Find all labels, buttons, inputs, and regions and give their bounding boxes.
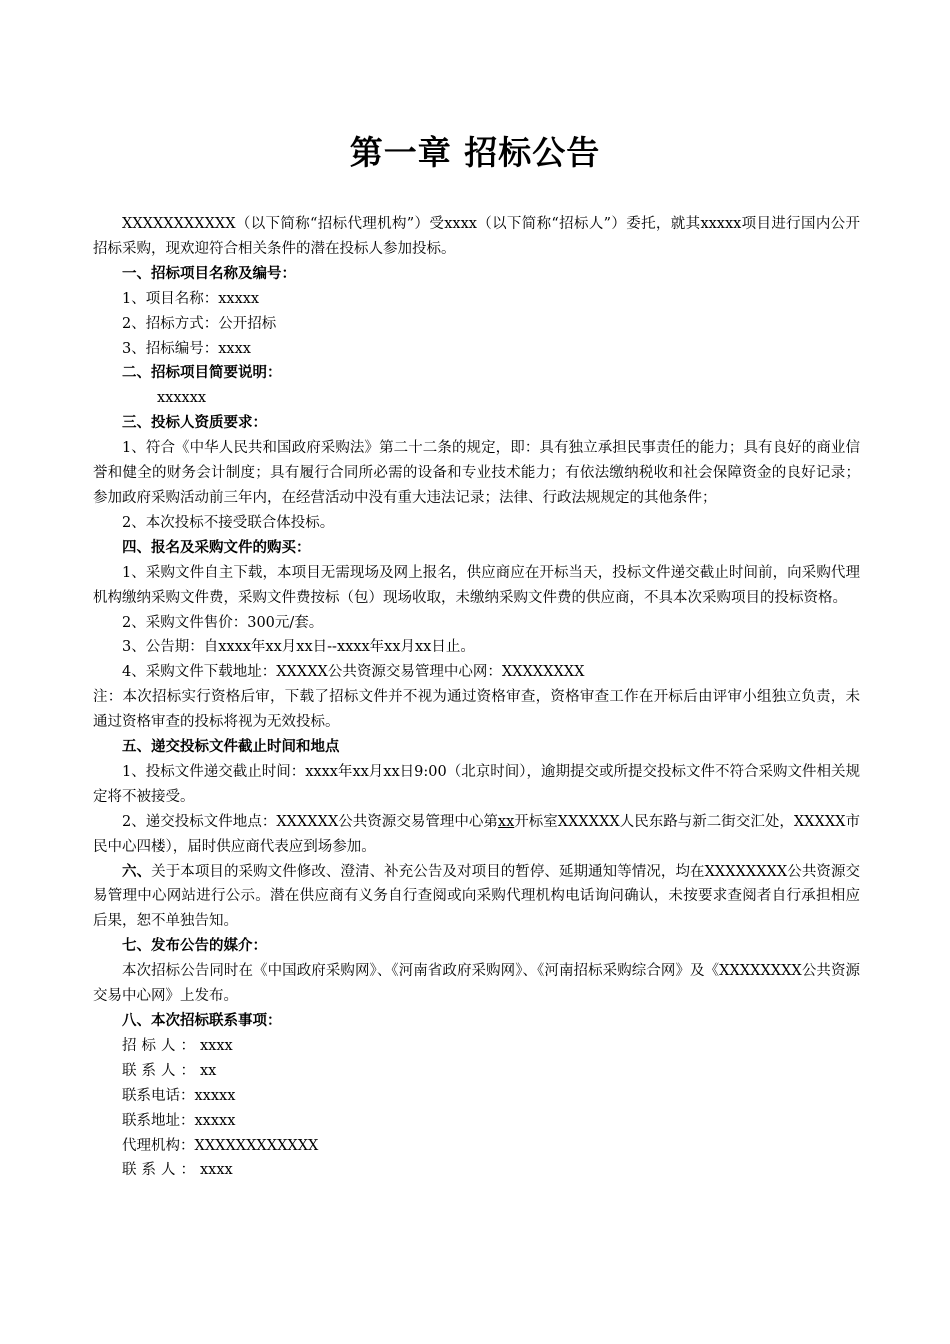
room-number: xx — [497, 813, 515, 830]
section-body: 本次招标公告同时在《中国政府采购网》、《河南省政府采购网》、《河南招标采购综合网》及《XXXXXXXX公共资源交易中心网》上发布。 — [93, 963, 860, 1005]
page-title: 第一章 招标公告 — [349, 133, 601, 172]
contact-value: xxxxx — [194, 1112, 236, 1129]
section-heading-2: 二、招标项目简要说明： — [122, 364, 282, 382]
contact-value: xxxx — [200, 1037, 233, 1054]
list-item: 2、采购文件售价：300元/套。 — [122, 614, 324, 631]
intro-paragraph: XXXXXXXXXXX（以下简称“招标代理机构”）受xxxx（以下简称“招标人”）委托，就其xxxxx项目进行国内公开招标采购，现欢迎符合相关条件的潜在投标人参加投标。 — [93, 216, 860, 257]
section-heading-5: 五、递交投标文件截止时间和地点 — [122, 738, 340, 756]
list-item: 2、招标方式：公开招标 — [122, 315, 277, 332]
section-body: 关于本项目的采购文件修改、澄清、补充公告及对项目的暂停、延期通知等情况，均在XXXXXXXX公共资源交易管理中心网站进行公示。潜在供应商有义务自行查阅或向采购代理机构电话询问确认，未按要求查阅者自行承担相应后果，恕不单独告知。 — [93, 863, 861, 930]
contact-value: xxxxx — [194, 1087, 236, 1104]
contact-row — [93, 1109, 860, 1134]
contact-row — [93, 1158, 860, 1183]
section-heading-3: 三、投标人资质要求： — [122, 414, 267, 432]
address-text-start: 2、递交投标文件地点：XXXXXX公共资源交易管理中心第 — [122, 813, 498, 830]
section-heading-1: 一、招标项目名称及编号： — [122, 264, 296, 282]
section-6-paragraph — [93, 860, 860, 935]
contact-row — [93, 1059, 860, 1084]
contact-label: 联系地址： — [122, 1112, 195, 1129]
contact-label: 联系人： — [122, 1062, 200, 1079]
contact-label: 代理机构： — [122, 1137, 195, 1154]
list-item: 3、公告期：自xxxx年xx月xx日--xxxx年xx月xx日止。 — [122, 639, 475, 656]
section-heading-8: 八、本次招标联系事项： — [122, 1012, 282, 1029]
contact-value: xxxx — [200, 1162, 233, 1179]
contact-value: XXXXXXXXXXXX — [194, 1137, 319, 1154]
contact-value: xx — [200, 1062, 217, 1079]
list-item: 1、符合《中华人民共和国政府采购法》第二十二条的规定，即：具有独立承担民事责任的能力；具有良好的商业信誉和健全的财务会计制度；具有履行合同所必需的设备和专业技术能力；有依法缴纳税收和社会保障资金的良好记录；参加政府采购活动前三年内，在经营活动中没有重大违法记录；法律、行政法规规定的其他条件； — [93, 440, 860, 506]
document-body — [93, 212, 860, 1183]
list-item: 1、采购文件自主下载，本项目无需现场及网上报名，供应商应在开标当天，投标文件递交截止时间前，向采购代理机构缴纳采购文件费，采购文件费按标（包）现场收取，未缴纳采购文件费的供应商，不具本次采购项目的投标资格。 — [93, 564, 860, 606]
contact-label: 联系电话： — [122, 1087, 195, 1104]
list-item: 1、项目名称：xxxxx — [122, 290, 260, 307]
list-item: 2、本次投标不接受联合体投标。 — [122, 514, 335, 531]
contact-row — [93, 1034, 860, 1059]
contact-label: 招标人： — [122, 1037, 200, 1054]
contact-label: 联系人： — [122, 1162, 200, 1179]
list-item: 4、采购文件下载地址：XXXXX公共资源交易管理中心网：XXXXXXXX — [122, 664, 585, 681]
list-item: 3、招标编号：xxxx — [122, 340, 251, 357]
section-heading-7: 七、发布公告的媒介： — [122, 937, 267, 955]
list-item — [93, 810, 860, 860]
address-text-end: 开标室XXXXXX人民东路与新二街交汇处，XXXXX市民中心四楼），届时供应商代表应到场参加。 — [93, 813, 860, 855]
contact-row — [93, 1084, 860, 1109]
section-body: xxxxxx — [157, 390, 207, 407]
contact-row — [93, 1134, 860, 1159]
list-item: 1、投标文件递交截止时间：xxxx年xx月xx日9:00（北京时间），逾期提交或所提交投标文件不符合采购文件相关规定将不被接受。 — [93, 763, 860, 805]
section-heading-6: 六、 — [122, 862, 152, 880]
note-paragraph: 注：本次招标实行资格后审，下载了招标文件并不视为通过资格审查，资格审查工作在开标后由评审小组独立负责，未通过资格审查的投标将视为无效投标。 — [93, 689, 860, 731]
section-heading-4: 四、报名及采购文件的购买： — [122, 538, 311, 556]
